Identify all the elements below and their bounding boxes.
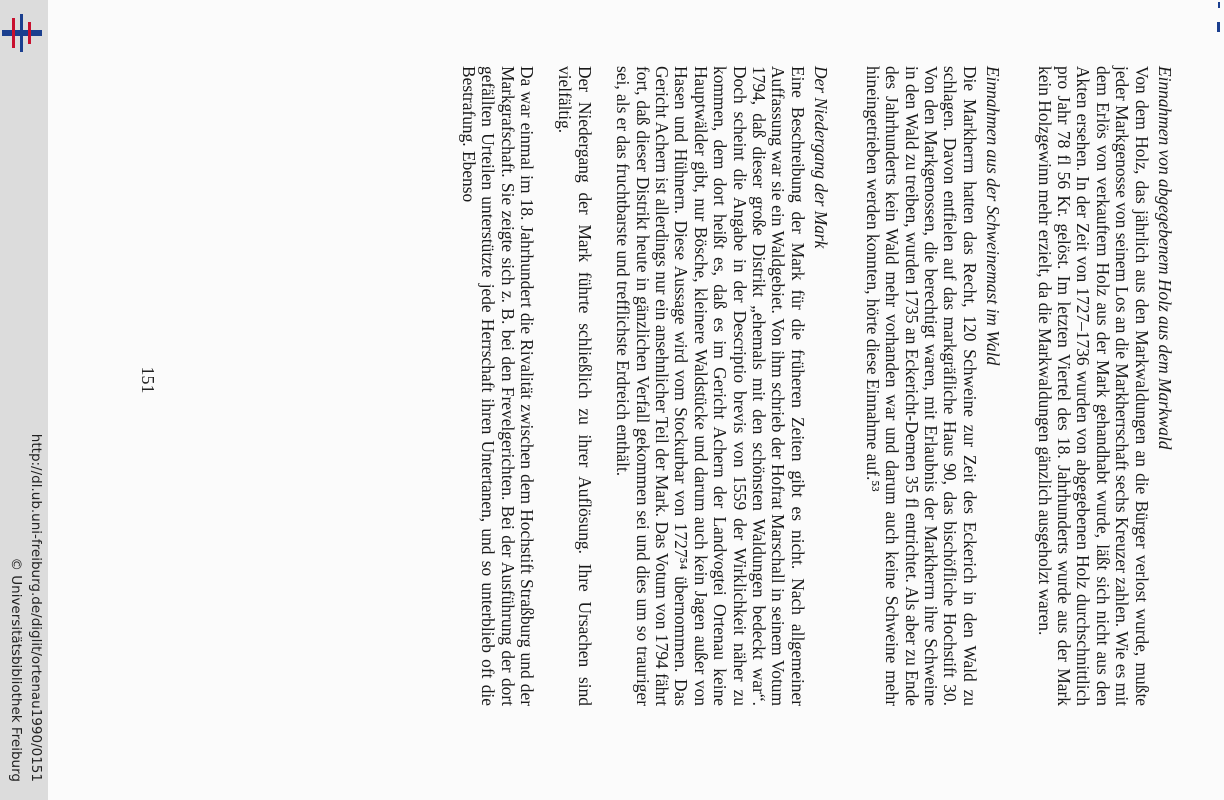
rotated-page-content <box>48 0 1224 760</box>
scanned-page <box>48 0 1224 800</box>
paragraph: Die Markherrn hatten das Recht, 120 Schweine zur Zeit des Eckerich in den Wald zu schlagen. Davon entfielen auf das markgräfliche Haus 90, das bischöfliche Hochstift 30. Von den Markgenossen, die berechtigt waren, mit Erlaubnis der Markherrn ihre Schweine in den Wald zu treiben, wurden 1735 an Eckericht-Demen 35 fl entrichtet. Als aber zu Ende des Jahrhunderts kein Wald mehr vorhanden war und darum auch keine Schweine mehr hineingetrieben werden konnten, hörte diese Einnahme auf.⁵³ <box>862 66 980 706</box>
paragraph: Der Niedergang der Mark führte schließlich zu ihrer Auflösung. Ihre Ursachen sind vielfältig. <box>555 66 595 706</box>
copyright-notice: © Universitätsbibliothek Freiburg <box>8 557 24 782</box>
paragraph: Eine Beschreibung der Mark für die früheren Zeiten gibt es nicht. Nach allgemeiner Auffassung war sie ein Waldgebiet. Von ihm schrieb der Hofrat Marschall in seinem Votum 1794, daß dieser große Distrikt „ehemals mit den schönsten Waldungen bedeckt war“. Doch scheint die Angabe in der Descriptio brevis von 1559 der Wirklichkeit näher zu kommen, dem dort heißt es, daß es im Gericht Achern der Landvogtei Ortenau keine Hauptwälder gibt, nur Bösche, kleinere Waldstücke und darum auch kein Jagen außer von Hasen und Hühnern. Diese Aussage wird vom Stockurbar von 1727⁵⁴ übernommen. Das Gericht Achern ist allerdings nur ein ansehnlicher Teil der Mark. Das Votum von 1794 fährt fort, daß dieser Distrikt heute in gänzlichen Verfall gekommen sei und dies um so trauriger sei, als er das fruchtbarste und trefflichste Erdreich enthält. <box>613 66 808 706</box>
paragraph: Von dem Holz, das jährlich aus den Markwaldungen an die Bürger verlost wurde, mußte jeder Markgenosse von seinem Los an die Markherrschaft sechs Kreuzer zahlen. Wie es mit dem Erlös von verkauftem Holz aus der Mark gehandhabt wurde, läßt sich nicht aus den Akten ersehen. In der Zeit von 1727–1736 wurden von abgegebenen Holz durchschnittlich pro Jahr 78 fl 56 Kr. gelöst. Im letzten Viertel des 18. Jahrhunderts wurde aus der Mark kein Holzgewinn mehr erzielt, da die Markwaldungen gänzlich ausgeholzt waren. <box>1034 66 1152 706</box>
page-number: 151 <box>138 366 158 394</box>
viewer-side-strip <box>0 0 48 800</box>
page-text <box>458 66 1174 706</box>
section-heading: Einnahmen von abgegebenem Holz aus dem Markwald <box>1155 66 1175 450</box>
section-heading: Der Niedergang der Mark <box>811 66 832 249</box>
section-heading: Einnahmen aus der Schweinemast im Wald <box>983 66 1004 366</box>
source-url: http://dl.ub.uni-freiburg.de/diglit/ortenau1990/0151 <box>28 433 44 782</box>
side-caption <box>2 0 46 800</box>
paragraph: Da war einmal im 18. Jahrhundert die Rivalität zwischen dem Hochstift Straßburg und der Markgrafschaft. Sie zeigte sich z. B. bei den Frevelgerichten. Bei der Ausführung der dort gefällten Urteilen unterstützte jede Herrschaft ihren Untertanen, und so unterblieb oft die Bestrafung. Ebenso <box>458 66 538 706</box>
